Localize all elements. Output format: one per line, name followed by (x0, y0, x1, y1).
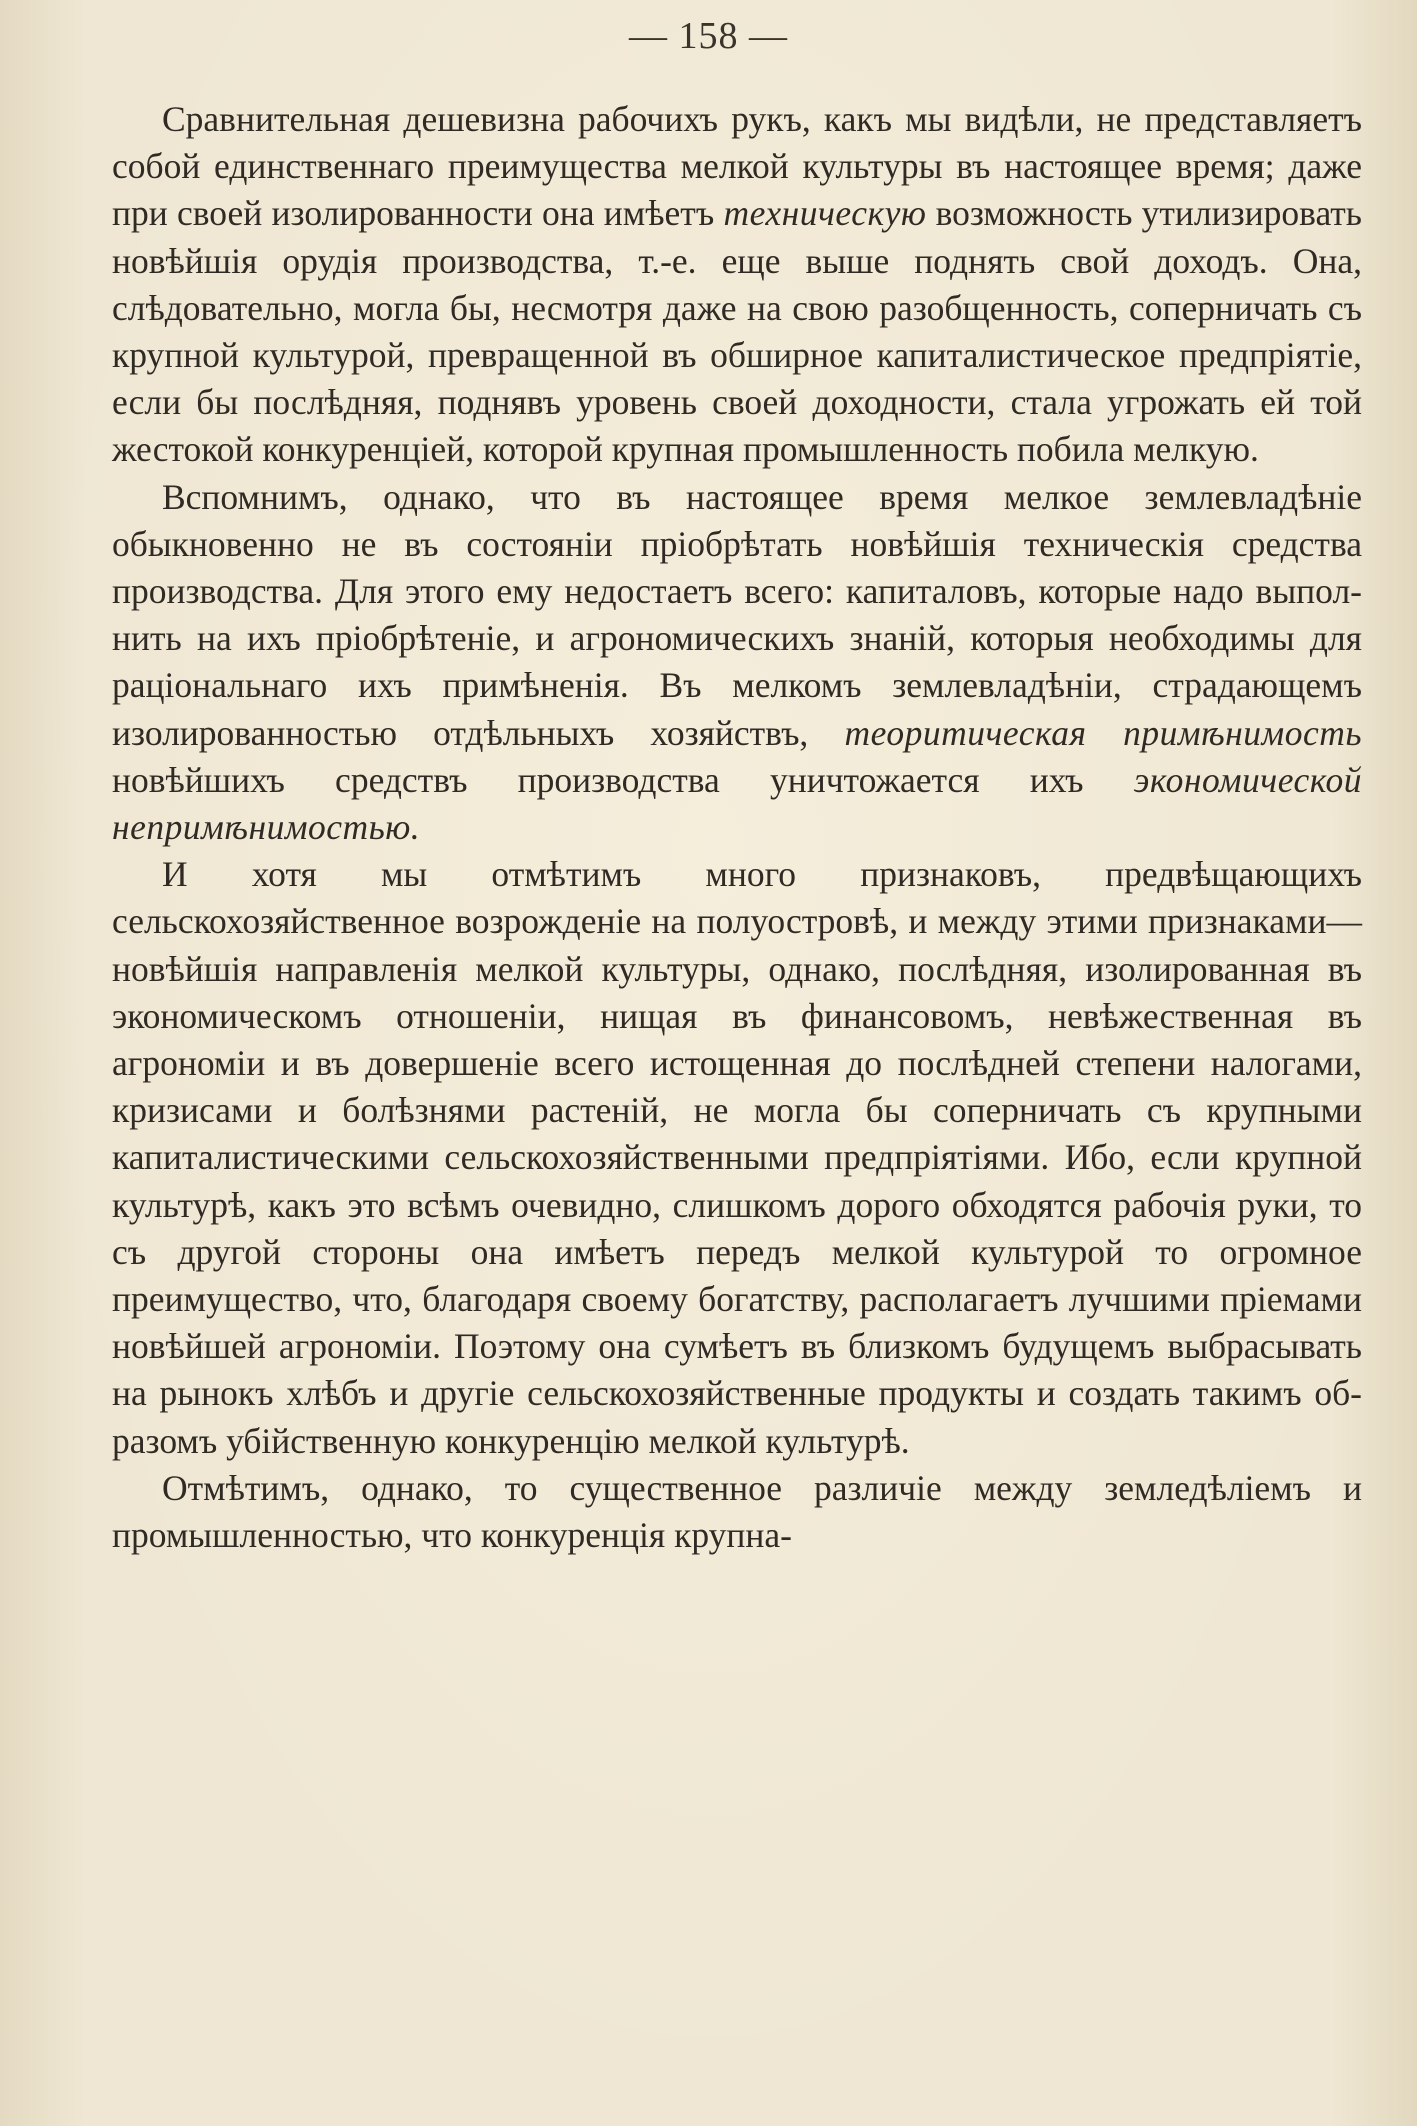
paragraph-2 (112, 474, 1362, 852)
paragraph-text: И хотя мы отмѣтимъ много признаковъ, предвѣщающихъ сельскохозяйственное возрожденіе на полуостровѣ, и между этими признаками—новѣйшія направленія мелкой культуры, однако, послѣдняя, изолированная въ экономическомъ отношеніи, нищая въ финансовомъ, невѣжественная въ агрономіи и въ довершеніе всего истощенная до послѣдней степени налогами, кризисами и болѣзнями растеній, не могла бы соперничать съ крупными капиталистическими сельскохозяйственными предпріятіями. Ибо, если крупной культурѣ, какъ это всѣмъ очевидно, слишкомъ дорого обходятся рабочія руки, то съ другой стороны она имѣетъ передъ мелкой культурой то огромное преимущество, что, благодаря своему богатству, располагаетъ лучшими пріемами новѣйшей агрономіи. Поэтому она сумѣетъ въ близкомъ будущемъ выбрасывать на рынокъ хлѣбъ и другіе сельскохозяйственные продукты и создать такимъ образомъ убійственную конкуренцію мелкой культурѣ. (112, 854, 1362, 1461)
paragraph-1 (112, 96, 1362, 474)
italic-phrase: техническую (723, 193, 927, 234)
paragraph-text: новѣйшихъ средствъ производства уничтожается ихъ (112, 759, 1134, 800)
paragraph-text: Вспомнимъ, однако, что въ настоящее время мелкое землевладѣніе обыкновенно не въ состояніи пріобрѣтать новѣйшія техническія средства производства. Для этого ему недостаетъ всего: капиталовъ, которые надо выполнить на ихъ пріобрѣтеніе, и агрономическихъ знаній, которыя необходимы для раціональнаго ихъ примѣненія. Въ мелкомъ землевладѣніи, страдающемъ изолированностью отдѣльныхъ хозяйствъ, (112, 476, 1362, 753)
paragraph-3 (112, 851, 1362, 1465)
body-text (112, 96, 1362, 1559)
paragraph-text: возможность утилизировать новѣйшія орудія производства, т.-е. еще выше поднять свой доходъ. Она, слѣдовательно, могла бы, несмотря даже на свою разобщенность, соперничать съ крупной культурой, превращенной въ обширное капиталистическое предпріятіе, если бы послѣдняя, поднявъ уровень своей доходности, стала угрожать ей той жестокой конкуренціей, которой крупная промышленность побила мелкую. (112, 193, 1362, 470)
italic-phrase: теоритическая примѣнимость (844, 712, 1362, 753)
page-number: — 158 — (629, 15, 788, 57)
italic-phrase: экономической непримѣнимостью. (112, 759, 1362, 848)
paragraph-text: Отмѣтимъ, однако, то существенное различіе между земледѣліемъ и промышленностью, что конкуренція крупна- (112, 1467, 1362, 1556)
paragraph-text: Сравнительная дешевизна рабочихъ рукъ, какъ мы видѣли, не представляетъ собой единственнаго преимущества мелкой культуры въ настоящее время; даже при своей изолированности она имѣетъ (112, 99, 1362, 234)
paragraph-4 (112, 1465, 1362, 1559)
